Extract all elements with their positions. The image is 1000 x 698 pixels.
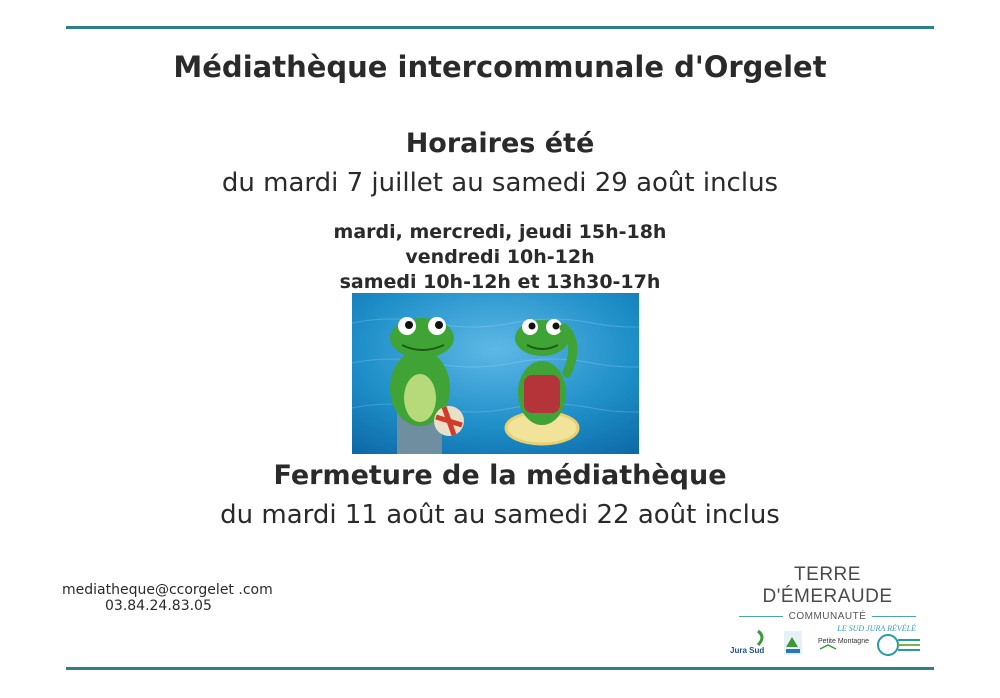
brand-name: TERRE D'ÉMERAUDE	[762, 564, 893, 607]
frogs-pool-photo	[352, 293, 639, 454]
page-title: Médiathèque intercommunale d'Orgelet	[173, 50, 827, 84]
contact-block	[62, 582, 273, 614]
contact-email: mediatheque@ccorgelet .com	[62, 582, 273, 598]
terre-emeraude-logo	[735, 564, 920, 633]
schedule-list	[0, 220, 1000, 295]
summer-period: du mardi 7 juillet au samedi 29 août inclus	[221, 168, 779, 198]
summer-hours-heading: Horaires été	[405, 128, 595, 159]
petite-montagne-logo	[818, 638, 869, 649]
brand-sub: COMMUNAUTÉ	[788, 611, 867, 622]
schedule-line: vendredi 10h-12h	[405, 246, 595, 268]
brand-line-right	[872, 616, 916, 617]
jura-sud-logo	[730, 631, 764, 655]
closure-heading: Fermeture de la médiathèque	[273, 460, 727, 491]
contact-phone: 03.84.24.83.05	[105, 598, 212, 614]
community-mark-logo	[878, 635, 920, 655]
jura-sud-label: Jura Sud	[730, 646, 765, 655]
bottom-divider	[66, 667, 934, 670]
schedule-line: samedi 10h-12h et 13h30-17h	[339, 271, 661, 293]
schedule-line: mardi, mercredi, jeudi 15h-18h	[333, 221, 667, 243]
petite-montagne-label: Petite Montagne	[818, 638, 869, 645]
brand-line-left	[739, 616, 783, 617]
brand-tagline: LE SUD JURA RÉVÉLÉ	[837, 624, 916, 633]
partner-logos	[728, 627, 923, 663]
top-divider	[66, 26, 934, 29]
closure-period: du mardi 11 août au samedi 22 août inclus	[220, 500, 780, 530]
orgelet-mark-logo	[784, 631, 802, 655]
